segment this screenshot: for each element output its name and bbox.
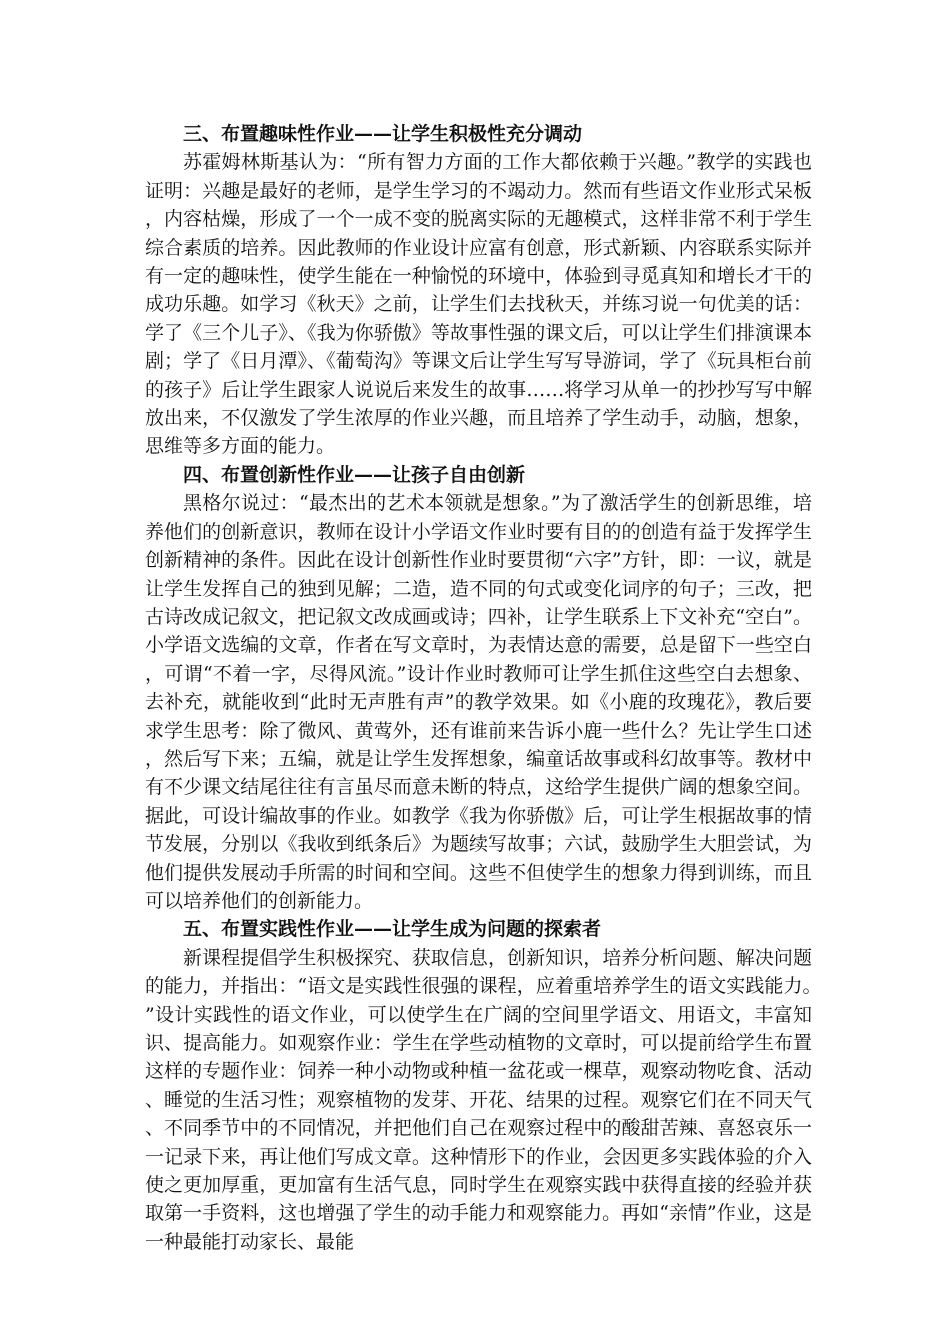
section-paragraph: 苏霍姆林斯基认为：“所有智力方面的工作大都依赖于兴趣。”教学的实践也证明：兴趣是最好的老师，是学生学习的不竭动力。然而有些语文作业形式呆板，内容枯燥，形成了一个一成不变的脱离实际的无趣模式，这样非常不利于学生综合素质的培养。因此教师的作业设计应富有创意，形式新颖、内容联系实际并有一定的趣味性，使学生能在一种愉悦的环境中，体验到寻觅真知和增长才干的成功乐趣。如学习《秋天》之前，让学生们去找秋天，并练习说一句优美的话：学了《三个儿子》、《我为你骄傲》等故事性强的课文后，可以让学生们排演课本剧；学了《日月潭》、《葡萄沟》等课文后让学生写写导游词，学了《玩具柜台前的孩子》后让学生跟家人说说后来发生的故事……将学习从单一的抄抄写写中解放出来，不仅激发了学生浓厚的作业兴趣，而且培养了学生动手，动脑，想象，思维等多方面的能力。 <box>145 151 812 458</box>
section-3 <box>145 120 812 461</box>
section-paragraph: 黑格尔说过：“最杰出的艺术本领就是想象。”为了激活学生的创新思维，培养他们的创新意识，教师在设计小学语文作业时要有目的的创造有益于发挥学生创新精神的条件。因此在设计创新性作业时要贯彻“六字”方针，即：一议，就是让学生发挥自己的独到见解；二造，造不同的句式或变化词序的句子；三改，把古诗改成记叙文，把记叙文改成画或诗；四补，让学生联系上下文补充“空白”。小学语文选编的文章，作者在写文章时，为表情达意的需要，总是留下一些空白，可谓“不着一字，尽得风流。”设计作业时教师可让学生抓住这些空白去想象、去补充，就能收到“此时无声胜有声”的教学效果。如《小鹿的玫瑰花》，教后要求学生思考：除了微风、黄莺外，还有谁前来告诉小鹿一些什么？先让学生口述，然后写下来；五编，就是让学生发挥想象，编童话故事或科幻故事等。教材中有不少课文结尾往往有言虽尽而意未断的特点，这给学生提供广阔的想象空间。据此，可设计编故事的作业。如教学《我为你骄傲》后，可让学生根据故事的情节发展，分别以《我收到纸条后》为题续写故事；六试，鼓励学生大胆尝试，为他们提供发展动手所需的时间和空间。这些不但使学生的想象力得到训练，而且可以培养他们的创新能力。 <box>145 492 812 912</box>
section-heading: 四、布置创新性作业——让孩子自由创新 <box>183 463 526 486</box>
section-heading: 三、布置趣味性作业——让学生积极性充分调动 <box>183 123 583 145</box>
section-paragraph: 新课程提倡学生积极探究、获取信息，创新知识，培养分析问题、解决问题的能力，并指出：“语文是实践性很强的课程，应着重培养学生的语文实践能力。”设计实践性的语文作业，可以使学生在广阔的空间里学语文、用语文，丰富知识、提高能力。如观察作业：学生在学些动植物的文章时，可以提前给学生布置这样的专题作业：饲养一种小动物或种植一盆花或一棵草，观察动物吃食、活动、睡觉的生活习性；观察植物的发芽、开花、结果的过程。观察它们在不同天气、不同季节中的不同情况，并把他们自己在观察过程中的酸甜苦辣、喜怒哀乐一一记录下来，再让他们写成文章。这种情形下的作业，会因更多实践体验的介入使之更加厚重，更加富有生活气息，同时学生在观察实践中获得直接的经验并获取第一手资料，这也增强了学生的动手能力和观察能力。再如“亲情”作业，这是一种最能打动家长、最能 <box>145 946 812 1253</box>
section-heading: 五、布置实践性作业——让学生成为问题的探索者 <box>183 918 602 941</box>
section-5 <box>145 915 812 1256</box>
section-4 <box>145 461 812 916</box>
document-page <box>145 120 812 1256</box>
